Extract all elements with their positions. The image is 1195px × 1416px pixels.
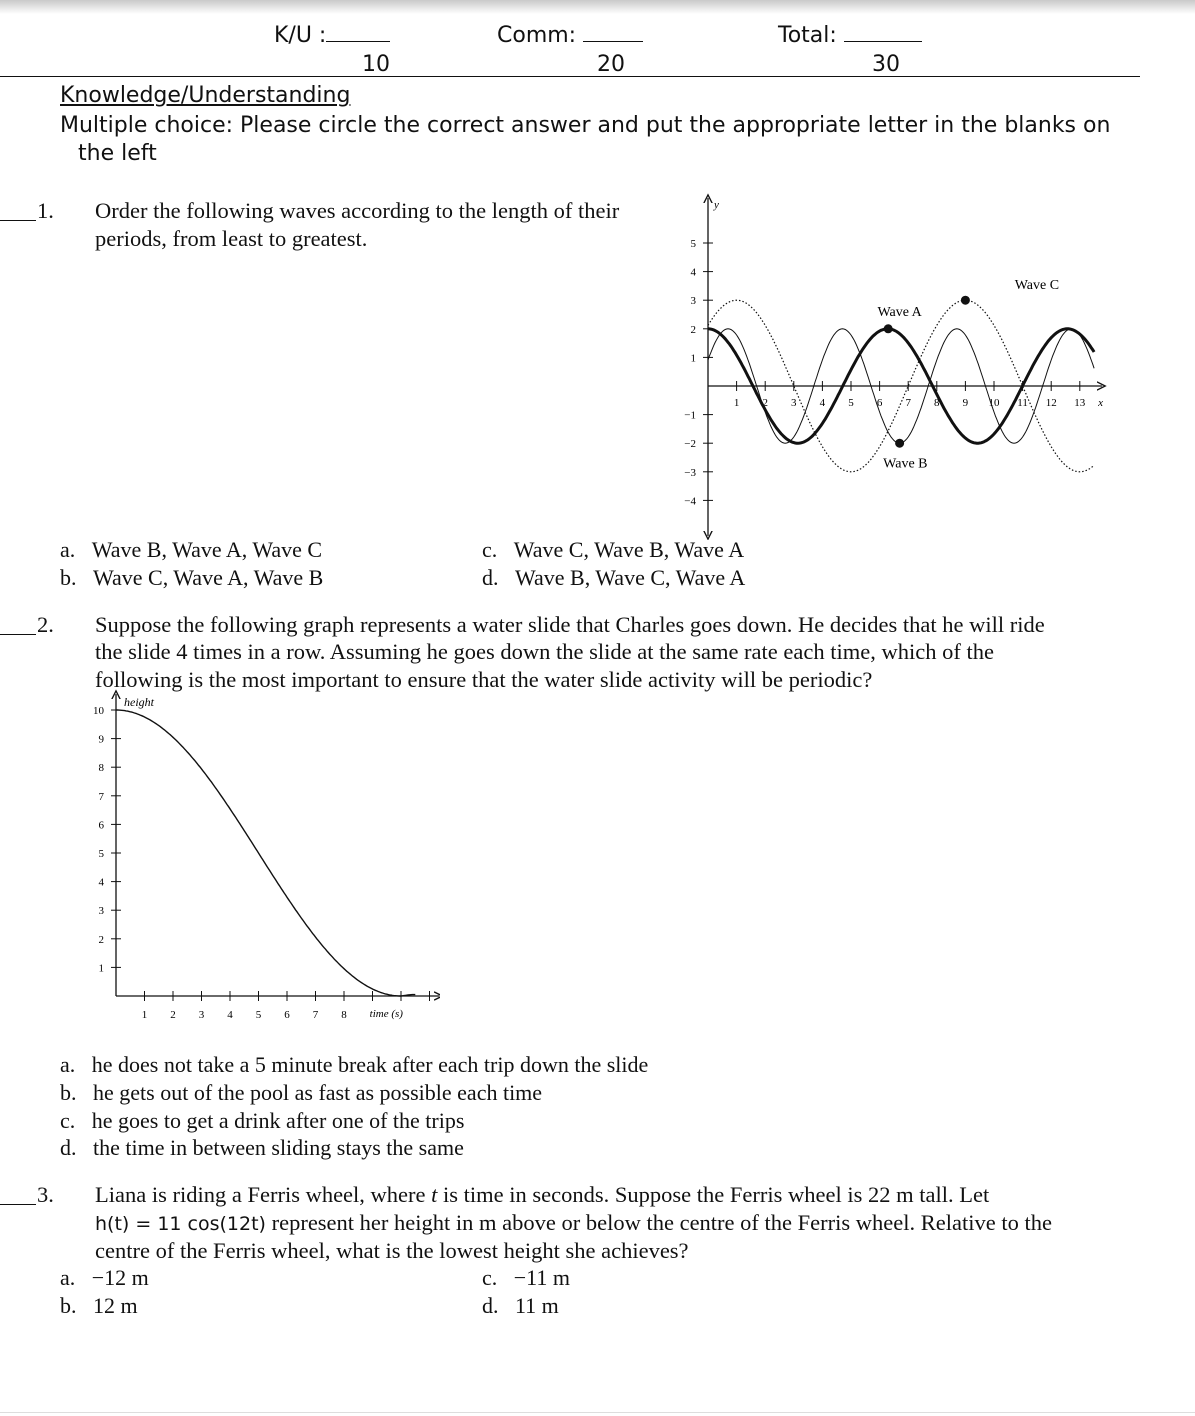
q3-text-line1-end: is time in seconds. Suppose the Ferris wheel is 22 m tall. Let xyxy=(437,1182,990,1207)
q3-option-b[interactable] xyxy=(60,1293,138,1319)
q3-text-line3: centre of the Ferris wheel, what is the lowest height she achieves? xyxy=(95,1238,689,1263)
y-axis-label: height xyxy=(124,695,154,709)
q1-option-d-text: Wave B, Wave C, Wave A xyxy=(515,565,746,590)
x-tick-label: 2 xyxy=(170,1009,176,1021)
ku-blank[interactable] xyxy=(326,23,390,42)
q3-number: 3. xyxy=(37,1182,54,1207)
x-tick-label: 6 xyxy=(876,397,883,409)
q3-text-line2 xyxy=(95,1209,1052,1238)
y-tick-label: −2 xyxy=(684,438,696,451)
q1-option-d[interactable] xyxy=(482,565,745,591)
q3-option-d-letter: d. xyxy=(482,1293,499,1318)
q3-option-c-letter: c. xyxy=(482,1265,498,1290)
x-tick-label: 7 xyxy=(312,1009,319,1021)
y-tick-label: 7 xyxy=(98,790,104,803)
q3-option-b-letter: b. xyxy=(60,1293,77,1318)
comm-label: Comm: xyxy=(497,23,577,48)
x-tick-label: 12 xyxy=(1045,397,1057,409)
y-tick-label: 8 xyxy=(98,762,104,775)
x-tick-label: 1 xyxy=(141,1009,148,1021)
q1-option-c[interactable] xyxy=(482,537,744,563)
total-label: Total: xyxy=(778,23,837,48)
section-instructions-line2: the left xyxy=(78,141,157,166)
q3-variable-t: t xyxy=(431,1182,438,1207)
wave-labels xyxy=(877,278,1059,472)
x-tick-label: 8 xyxy=(341,1009,347,1021)
q2-option-d[interactable] xyxy=(60,1135,464,1161)
x-axis-label: x xyxy=(1098,397,1103,409)
x-tick-label: 7 xyxy=(905,397,911,409)
q1-option-d-letter: d. xyxy=(482,565,499,590)
y-tick-label: 6 xyxy=(98,819,104,832)
q3-option-a-letter: a. xyxy=(60,1265,76,1290)
y-tick-label: 9 xyxy=(98,733,104,746)
q1-number: 1. xyxy=(37,198,54,223)
y-axis-label: y xyxy=(714,199,719,211)
y-tick-label: 1 xyxy=(690,352,696,365)
x-tick-label: 8 xyxy=(934,397,940,409)
y-tick-label: −4 xyxy=(684,495,696,508)
y-tick-label: −3 xyxy=(684,466,696,479)
x-tick-label: 5 xyxy=(848,397,854,409)
ku-score xyxy=(274,23,390,48)
total-denominator: 30 xyxy=(872,52,900,77)
q2-option-a-text: he does not take a 5 minute break after each trip down the slide xyxy=(91,1052,649,1077)
q2-text-line1: Suppose the following graph represents a water slide that Charles goes down. He decides that he will ride xyxy=(95,612,1045,637)
q1-text-line1: Order the following waves according to the length of their xyxy=(95,198,620,223)
q2-option-c[interactable] xyxy=(60,1108,464,1134)
q3-option-a-text: −12 m xyxy=(91,1265,149,1290)
x-tick-label: 4 xyxy=(819,397,826,409)
ku-label: K/U : xyxy=(274,23,327,48)
q2-option-a[interactable] xyxy=(60,1052,648,1078)
q3-formula: h(t) = 11 cos(12t) xyxy=(95,1213,266,1235)
q1-option-b[interactable] xyxy=(60,565,323,591)
section-title: Knowledge/Understanding xyxy=(60,83,351,108)
wave-c-label: Wave C xyxy=(1014,277,1060,293)
y-tick-label: 3 xyxy=(690,295,696,308)
q2-option-b-letter: b. xyxy=(60,1080,77,1105)
q1-option-a-letter: a. xyxy=(60,537,76,562)
q3-text-line1-start: Liana is riding a Ferris wheel, where xyxy=(95,1182,432,1207)
x-tick-label: 3 xyxy=(791,397,797,409)
q1-option-b-letter: b. xyxy=(60,565,77,590)
slide-axes xyxy=(116,694,439,1020)
q2-number: 2. xyxy=(37,612,54,637)
comm-blank[interactable] xyxy=(583,23,643,42)
y-tick-label: −1 xyxy=(684,409,696,422)
x-tick-label: 10 xyxy=(988,397,1000,409)
x-axis-label: time (s) xyxy=(369,1008,403,1020)
y-tick-label: 2 xyxy=(690,323,696,336)
header-rule xyxy=(0,76,1140,77)
q2-option-d-letter: d. xyxy=(60,1135,77,1160)
q3-option-c[interactable] xyxy=(482,1265,570,1291)
y-tick-label: 5 xyxy=(690,238,696,250)
x-tick-label: 13 xyxy=(1074,397,1086,409)
wave-c-point xyxy=(961,296,970,305)
y-tick-label: 5 xyxy=(98,848,104,860)
q1-option-a[interactable] xyxy=(60,537,322,563)
x-tick-label: 2 xyxy=(762,397,768,409)
top-shadow-bar xyxy=(0,0,1195,14)
q3-option-b-text: 12 m xyxy=(93,1293,138,1318)
x-tick-label: 5 xyxy=(255,1009,262,1021)
wave-a-point xyxy=(884,324,893,333)
q2-option-c-text: he goes to get a drink after one of the trips xyxy=(91,1108,465,1133)
slide-graph xyxy=(80,688,440,1028)
wave-b-point xyxy=(895,439,904,448)
q2-text-line3: following is the most important to ensure that the water slide activity will be periodic? xyxy=(95,667,873,692)
q2-option-b[interactable] xyxy=(60,1080,542,1106)
y-tick-label: 10 xyxy=(93,705,104,717)
x-tick-label: 3 xyxy=(198,1009,205,1021)
slide-ticks xyxy=(93,705,430,1021)
x-tick-label: 4 xyxy=(227,1009,233,1021)
slide-curve xyxy=(116,710,415,996)
q1-text-line2: periods, from least to greatest. xyxy=(95,226,368,251)
wave-b-label: Wave B xyxy=(883,456,928,472)
y-tick-label: 1 xyxy=(98,962,104,975)
wave-graph xyxy=(660,190,1120,540)
q2-option-a-letter: a. xyxy=(60,1052,76,1077)
comm-score xyxy=(497,23,643,48)
q1-option-b-text: Wave C, Wave A, Wave B xyxy=(93,565,324,590)
q3-text-line2-end: represent her height in m above or below the centre of the Ferris wheel. Relative to the xyxy=(265,1210,1052,1235)
q3-text-line1 xyxy=(95,1181,989,1209)
ku-denominator: 10 xyxy=(362,52,390,77)
section-instructions-line1: Multiple choice: Please circle the correct answer and put the appropriate letter in the blanks on xyxy=(60,113,1111,138)
comm-denominator: 20 xyxy=(597,52,625,77)
y-tick-label: 3 xyxy=(98,905,104,918)
q1-option-a-text: Wave B, Wave A, Wave C xyxy=(91,537,323,562)
y-tick-label: 4 xyxy=(98,876,104,889)
x-tick-label: 1 xyxy=(733,397,740,409)
q3-option-a[interactable] xyxy=(60,1265,149,1291)
wave-a-label: Wave A xyxy=(877,304,922,320)
total-score xyxy=(778,23,922,48)
total-blank[interactable] xyxy=(844,23,922,42)
q1-option-c-text: Wave C, Wave B, Wave A xyxy=(513,537,745,562)
y-tick-label: 2 xyxy=(98,933,104,946)
wave-lines xyxy=(708,296,1094,472)
q3-option-d[interactable] xyxy=(482,1293,559,1319)
slide-lines xyxy=(116,710,415,996)
q2-option-d-text: the time in between sliding stays the same xyxy=(93,1135,464,1160)
q1-answer-blank[interactable] xyxy=(0,220,36,221)
q1-option-c-letter: c. xyxy=(482,537,498,562)
q3-option-c-text: −11 m xyxy=(513,1265,570,1290)
x-tick-label: 11 xyxy=(1017,397,1028,409)
q2-text-line2: the slide 4 times in a row. Assuming he goes down the slide at the same rate each time, which of the xyxy=(95,639,994,664)
x-tick-label: 6 xyxy=(284,1009,290,1021)
q3-option-d-text: 11 m xyxy=(515,1293,559,1318)
q3-answer-blank[interactable] xyxy=(0,1204,36,1205)
x-tick-label: 9 xyxy=(962,397,969,409)
q2-answer-blank[interactable] xyxy=(0,634,36,635)
q2-option-c-letter: c. xyxy=(60,1108,76,1133)
y-tick-label: 4 xyxy=(690,266,696,279)
page-bottom-line xyxy=(0,1412,1195,1413)
wave-axes xyxy=(708,198,1103,536)
q2-option-b-text: he gets out of the pool as fast as possible each time xyxy=(93,1080,543,1105)
